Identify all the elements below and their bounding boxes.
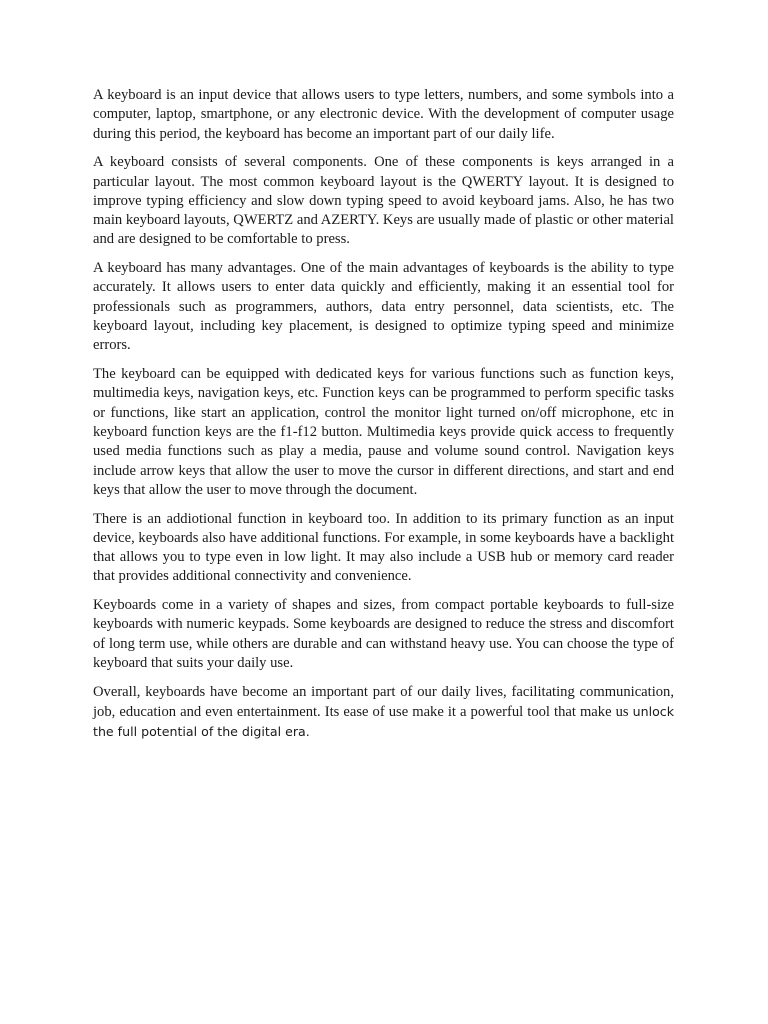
paragraph-6: Keyboards come in a variety of shapes and sizes, from compact portable keyboards to full-size keyboards with numeric keypads. Some keyboards are designed to reduce the stress and discomfort of long term use, while others are durable and can withstand heavy use. You can choose the type of keyboard that suits your daily use. (93, 597, 674, 671)
paragraph-2: A keyboard consists of several components. One of these components is keys arranged in a particular layout. The most common keyboard layout is the QWERTY layout. It is designed to improve typing efficiency and slow down typing speed to avoid keyboard jams. Also, he has two main keyboard layouts, QWERTZ and AZERTY. Keys are usually made of plastic or other material and are designed to be comfortable to press. (93, 154, 674, 248)
paragraph-7 (93, 683, 674, 743)
paragraph-4: The keyboard can be equipped with dedicated keys for various functions such as function keys, multimedia keys, navigation keys, etc. Function keys can be programmed to perform specific tasks or functions, like start an application, control the monitor light turned on/off microphone, etc in keyboard function keys are the f1-f12 button. Multimedia keys provide quick access to frequently used media functions such as play a media, pause and volume sound control. Navigation keys include arrow keys that allow the user to move the cursor in different directions, and start and end keys that allow the user to move through the document. (93, 366, 674, 498)
paragraph-5: There is an addiotional function in keyboard too. In addition to its primary function as an input device, keyboards also have additional functions. For example, in some keyboards have a backlight that allows you to type even in low light. It may also include a USB hub or memory card reader that provides additional connectivity and convenience. (93, 510, 674, 585)
paragraph-7-tail: unlock the full potential of the digital era. (93, 703, 674, 740)
document-body (93, 86, 674, 752)
paragraph-1: A keyboard is an input device that allows users to type letters, numbers, and some symbols into a computer, laptop, smartphone, or any electronic device. With the development of computer usage during this period, the keyboard has become an important part of our daily life. (93, 87, 674, 142)
paragraph-3: A keyboard has many advantages. One of the main advantages of keyboards is the ability to type accurately. It allows users to enter data quickly and efficiently, making it an essential tool for professionals such as programmers, authors, data entry personnel, data scientists, etc. The keyboard layout, including key placement, is designed to optimize typing speed and minimize errors. (93, 260, 674, 354)
paragraph-7-main: Overall, keyboards have become an important part of our daily lives, facilitating communication, job, education and even entertainment. Its ease of use make it a powerful tool that make us (93, 683, 674, 720)
